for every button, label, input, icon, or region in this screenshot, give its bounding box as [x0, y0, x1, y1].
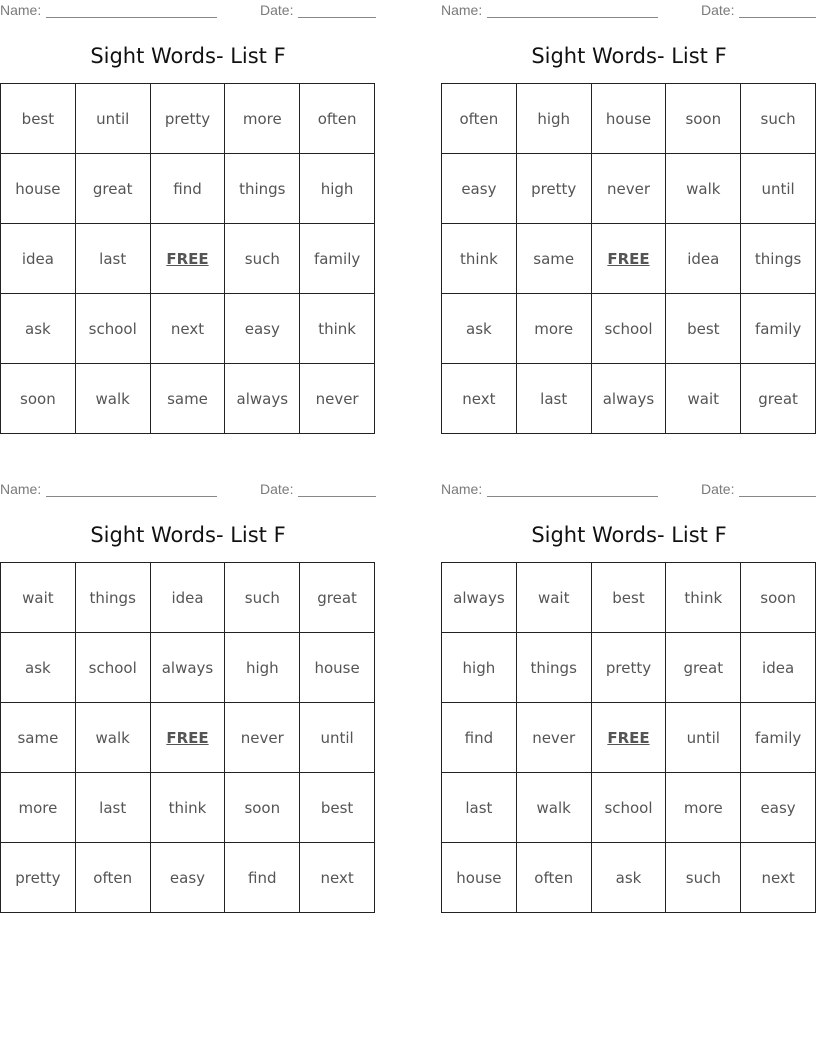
- bingo-card: [0, 0, 376, 435]
- bingo-grid: [441, 562, 816, 913]
- word-cell: always: [442, 563, 517, 633]
- word-cell: walk: [666, 154, 741, 224]
- word-cell: find: [442, 703, 517, 773]
- card-title: Sight Words- List F: [531, 44, 727, 68]
- word-cell: often: [76, 843, 151, 913]
- word-cell: house: [1, 154, 76, 224]
- word-cell: things: [225, 154, 300, 224]
- word-cell: family: [741, 294, 816, 364]
- word-cell: always: [592, 364, 667, 434]
- word-cell: often: [517, 843, 592, 913]
- word-cell: last: [76, 224, 151, 294]
- date-label: Date:: [260, 481, 294, 497]
- word-cell: things: [76, 563, 151, 633]
- word-cell: more: [225, 84, 300, 154]
- word-cell: walk: [76, 364, 151, 434]
- word-cell: ask: [442, 294, 517, 364]
- name-label: Name:: [441, 2, 483, 18]
- card-title: Sight Words- List F: [90, 523, 286, 547]
- word-cell: house: [300, 633, 375, 703]
- word-cell: pretty: [592, 633, 667, 703]
- free-space-cell: FREE: [592, 703, 667, 773]
- name-line: [46, 496, 217, 497]
- bingo-grid: [441, 83, 816, 434]
- word-cell: think: [300, 294, 375, 364]
- word-cell: next: [151, 294, 226, 364]
- word-cell: best: [666, 294, 741, 364]
- name-label: Name:: [441, 481, 483, 497]
- word-cell: always: [151, 633, 226, 703]
- name-line: [487, 17, 658, 18]
- word-cell: easy: [151, 843, 226, 913]
- date-line: [739, 17, 816, 18]
- date-label: Date:: [701, 481, 735, 497]
- bingo-card: [441, 0, 816, 435]
- name-date-row: [0, 481, 376, 499]
- word-cell: school: [76, 633, 151, 703]
- word-cell: pretty: [517, 154, 592, 224]
- word-cell: often: [442, 84, 517, 154]
- word-cell: next: [442, 364, 517, 434]
- word-cell: think: [666, 563, 741, 633]
- word-cell: think: [151, 773, 226, 843]
- word-cell: soon: [225, 773, 300, 843]
- word-cell: more: [666, 773, 741, 843]
- word-cell: wait: [1, 563, 76, 633]
- word-cell: last: [442, 773, 517, 843]
- word-cell: house: [592, 84, 667, 154]
- name-label: Name:: [0, 2, 42, 18]
- name-date-row: [441, 481, 816, 499]
- word-cell: never: [592, 154, 667, 224]
- word-cell: find: [151, 154, 226, 224]
- free-space-cell: FREE: [592, 224, 667, 294]
- word-cell: never: [300, 364, 375, 434]
- card-title: Sight Words- List F: [531, 523, 727, 547]
- word-cell: such: [225, 563, 300, 633]
- word-cell: until: [666, 703, 741, 773]
- word-cell: high: [225, 633, 300, 703]
- word-cell: ask: [592, 843, 667, 913]
- word-cell: last: [517, 364, 592, 434]
- word-cell: best: [592, 563, 667, 633]
- word-cell: soon: [666, 84, 741, 154]
- word-cell: easy: [225, 294, 300, 364]
- word-cell: family: [741, 703, 816, 773]
- word-cell: always: [225, 364, 300, 434]
- word-cell: best: [300, 773, 375, 843]
- word-cell: ask: [1, 633, 76, 703]
- word-cell: great: [666, 633, 741, 703]
- word-cell: more: [517, 294, 592, 364]
- free-space-cell: FREE: [151, 224, 226, 294]
- word-cell: high: [442, 633, 517, 703]
- word-cell: same: [1, 703, 76, 773]
- word-cell: easy: [442, 154, 517, 224]
- word-cell: soon: [1, 364, 76, 434]
- word-cell: often: [300, 84, 375, 154]
- word-cell: great: [76, 154, 151, 224]
- word-cell: until: [300, 703, 375, 773]
- word-cell: next: [741, 843, 816, 913]
- word-cell: more: [1, 773, 76, 843]
- date-line: [298, 496, 376, 497]
- name-label: Name:: [0, 481, 42, 497]
- word-cell: walk: [76, 703, 151, 773]
- name-line: [46, 17, 217, 18]
- bingo-grid: [0, 83, 375, 434]
- word-cell: house: [442, 843, 517, 913]
- word-cell: high: [517, 84, 592, 154]
- word-cell: never: [225, 703, 300, 773]
- word-cell: never: [517, 703, 592, 773]
- bingo-card: [0, 479, 376, 914]
- date-line: [298, 17, 376, 18]
- word-cell: until: [741, 154, 816, 224]
- word-cell: soon: [741, 563, 816, 633]
- word-cell: pretty: [1, 843, 76, 913]
- word-cell: great: [741, 364, 816, 434]
- word-cell: family: [300, 224, 375, 294]
- word-cell: idea: [1, 224, 76, 294]
- word-cell: such: [741, 84, 816, 154]
- date-label: Date:: [260, 2, 294, 18]
- word-cell: until: [76, 84, 151, 154]
- free-space-cell: FREE: [151, 703, 226, 773]
- word-cell: walk: [517, 773, 592, 843]
- word-cell: think: [442, 224, 517, 294]
- word-cell: same: [151, 364, 226, 434]
- word-cell: same: [517, 224, 592, 294]
- word-cell: school: [592, 773, 667, 843]
- date-line: [739, 496, 816, 497]
- word-cell: idea: [666, 224, 741, 294]
- bingo-grid: [0, 562, 375, 913]
- word-cell: best: [1, 84, 76, 154]
- word-cell: things: [517, 633, 592, 703]
- word-cell: next: [300, 843, 375, 913]
- word-cell: school: [592, 294, 667, 364]
- word-cell: high: [300, 154, 375, 224]
- word-cell: such: [666, 843, 741, 913]
- word-cell: wait: [666, 364, 741, 434]
- word-cell: pretty: [151, 84, 226, 154]
- word-cell: great: [300, 563, 375, 633]
- word-cell: idea: [151, 563, 226, 633]
- word-cell: idea: [741, 633, 816, 703]
- word-cell: ask: [1, 294, 76, 364]
- word-cell: things: [741, 224, 816, 294]
- name-date-row: [0, 2, 376, 20]
- word-cell: school: [76, 294, 151, 364]
- word-cell: such: [225, 224, 300, 294]
- word-cell: wait: [517, 563, 592, 633]
- word-cell: easy: [741, 773, 816, 843]
- name-line: [487, 496, 658, 497]
- card-title: Sight Words- List F: [90, 44, 286, 68]
- name-date-row: [441, 2, 816, 20]
- date-label: Date:: [701, 2, 735, 18]
- word-cell: find: [225, 843, 300, 913]
- bingo-card: [441, 479, 816, 914]
- word-cell: last: [76, 773, 151, 843]
